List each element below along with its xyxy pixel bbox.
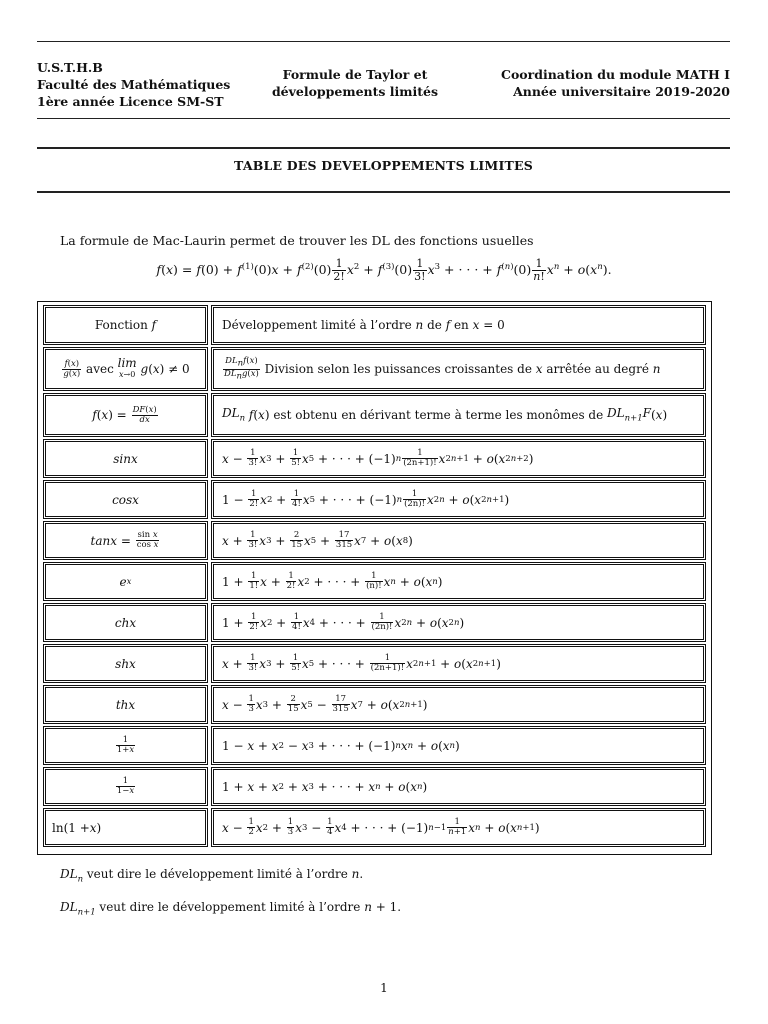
function-exp: e x <box>43 562 208 601</box>
page-number: 1 <box>380 981 388 995</box>
header-dl: Développement limité à l’ordre n de f en x = 0 <box>211 305 706 345</box>
dl-table <box>37 301 712 855</box>
header-right <box>501 66 730 100</box>
document-title: TABLE DES DEVELOPPEMENTS LIMITES <box>234 158 533 173</box>
function-tan: tanx = $\frac{\text{sin x}}{\text{cos x}}$ <box>43 521 208 560</box>
academic-year: Année universitaire 2019-2020 <box>513 84 730 99</box>
table-row <box>43 767 706 806</box>
table-row <box>43 726 706 765</box>
function-ch: chx <box>43 603 208 642</box>
dl-ch: 1 + $\frac{1}{2!}$ x 2 + $\frac{1}{4!}$ x 4 + · · · + $\frac{1}{(2n)!}$ x 2n + o ( x 2n ) <box>211 603 706 642</box>
class-level: 1ère année Licence SM-ST <box>37 94 224 109</box>
table-row <box>43 347 706 391</box>
dl-exp: 1 + $\frac{1}{1!}$ x + $\frac{1}{2!}$ x 2 + · · · + $\frac{1}{(n)!}$ x n + o ( x n ) <box>211 562 706 601</box>
dl-tan: x + $\frac{1}{3!}$ x 3 + $\frac{2}{15}$ x 5 + $\frac{17}{315}$ x 7 + o ( x 8 ) <box>211 521 706 560</box>
course-title-line2: développements limités <box>271 84 439 99</box>
function-ln: ln(1 + x ) <box>43 808 208 847</box>
dl-th: x − $\frac{1}{3}$ x 3 + $\frac{2}{15}$ x 5 − $\frac{17}{315}$ x 7 + o ( x 2n+1 ) <box>211 685 706 724</box>
function-inv-1-minus-x: $\frac{1}{1-x}$ <box>43 767 208 806</box>
dl-inv-1-minus-x: 1 + x + x 2 + x 3 + · · · + x n + o ( x n ) <box>211 767 706 806</box>
title-top-rule <box>37 147 730 149</box>
function-cos: cosx <box>43 480 208 519</box>
function-quotient: $\frac{f(x)}{g(x)}$ avec lim x→0 g ( x ) ≠ 0 <box>43 347 208 391</box>
dl-derivative: $DL_n$ f ( x ) est obtenu en dérivant terme à terme les monômes de $DL_{n+1}F$ ( x ) <box>211 393 706 437</box>
header-fonction: Fonction f <box>43 305 208 345</box>
header-center <box>255 66 455 100</box>
dl-sh: x + $\frac{1}{3!}$ x 3 + $\frac{1}{5!}$ x 5 + · · · + $\frac{1}{(2n+1)!}$ x 2n+1 + o ( x 2n+1 ) <box>211 644 706 683</box>
table-row <box>43 393 706 437</box>
function-derivative: f ( x ) = $\frac{DF(x)}{dx}$ <box>43 393 208 437</box>
function-sh: shx <box>43 644 208 683</box>
note-dln: $DL_n$ veut dire le développement limité à l’ordre n. <box>60 867 364 885</box>
table-row <box>43 685 706 724</box>
dl-cos: 1 − $\frac{1}{2!}$ x 2 + $\frac{1}{4!}$ x 5 + · · · + (−1) n $\frac{1}{(2n)!}$ x 2n + o ( x 2n+1 ) <box>211 480 706 519</box>
function-th: thx <box>43 685 208 724</box>
university-name: U.S.T.H.B <box>37 60 103 75</box>
note-dln-plus-1: $DL_{n+1}$ veut dire le développement limité à l’ordre n + 1. <box>60 900 402 918</box>
table-header-row <box>43 305 706 345</box>
table-row <box>43 644 706 683</box>
maclaurin-formula: $f(x) = f(0) + f^{(1)}(0)x + f^{(2)}(0)$ $\frac{1}{2!}$ $x^2 + f^{(3)}(0)$ $\frac{1}{3!}$ $x^3$ + · · · + $f^{(n)}(0)$ $\frac{1}{n!}$ $x^n + o(x^n)$. <box>156 257 612 283</box>
top-rule <box>37 41 730 42</box>
header-left <box>37 59 230 110</box>
coordination-label: Coordination du module MATH I <box>501 67 730 82</box>
faculty-name: Faculté des Mathématiques <box>37 77 231 92</box>
intro-text: La formule de Mac-Laurin permet de trouver les DL des fonctions usuelles <box>60 233 534 248</box>
table-row <box>43 439 706 478</box>
dl-sin: x − $\frac{1}{3!}$ x 3 + $\frac{1}{5!}$ x 5 + · · · + (−1) n $\frac{1}{(2n+1)!}$ x 2n+1 + o ( x 2n+2 ) <box>211 439 706 478</box>
table-row <box>43 521 706 560</box>
table-row <box>43 480 706 519</box>
dl-quotient: $\frac{DL_nf(x)}{DL_ng(x)}$ Division selon les puissances croissantes de x arrêtée au degré n <box>211 347 706 391</box>
dl-ln: x − $\frac{1}{2}$ x 2 + $\frac{1}{3}$ x 3 − $\frac{1}{4}$ x 4 + · · · + (−1) n−1 $\frac{1}{n+1}$ x n + o ( x n+1 ) <box>211 808 706 847</box>
function-inv-1-plus-x: $\frac{1}{1+x}$ <box>43 726 208 765</box>
function-sin: sinx <box>43 439 208 478</box>
header-bottom-rule <box>37 118 730 119</box>
table-row <box>43 562 706 601</box>
course-title-line1: Formule de Taylor et <box>282 67 428 82</box>
table-row <box>43 603 706 642</box>
table-row <box>43 808 706 847</box>
dl-inv-1-plus-x: 1 − x + x 2 − x 3 + · · · + (−1) n x n + o ( x n ) <box>211 726 706 765</box>
title-bottom-rule <box>37 191 730 193</box>
